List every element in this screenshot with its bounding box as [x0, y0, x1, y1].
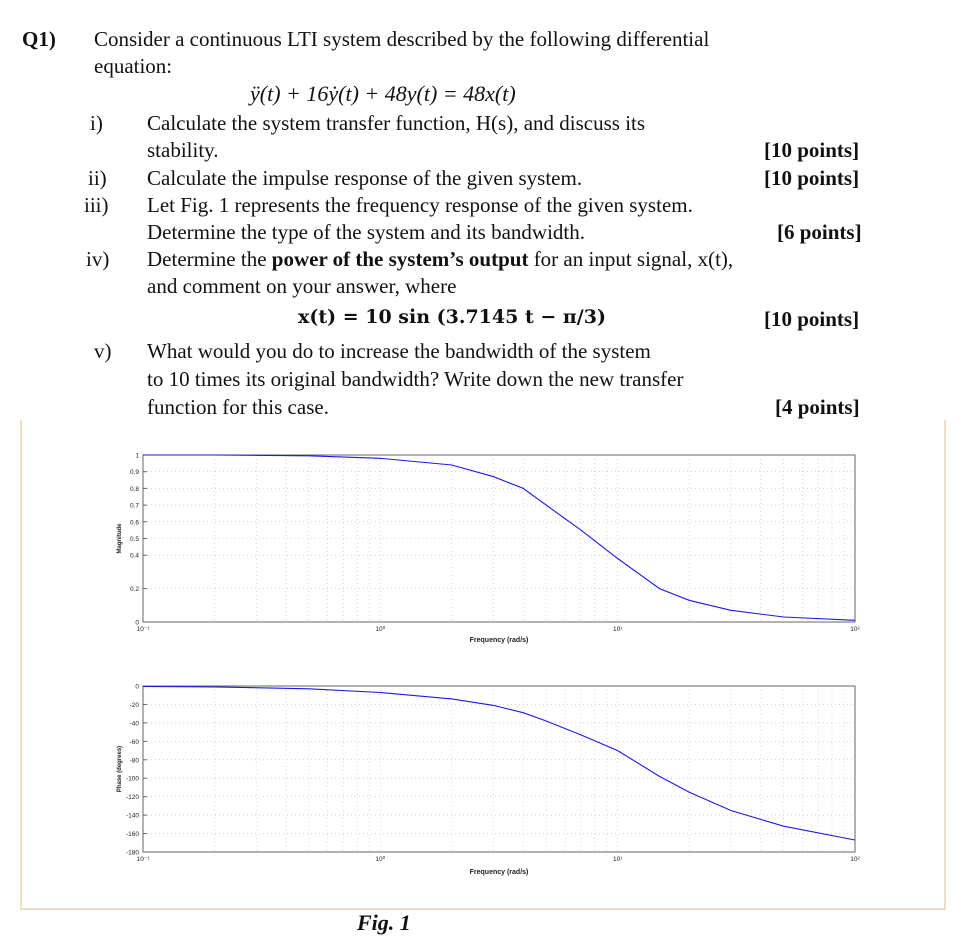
part-iii-line2: Determine the type of the system and its bandwidth.	[147, 220, 585, 244]
x-tick-label: 10¹	[612, 626, 623, 633]
x-tick-label: 10¹	[612, 856, 623, 863]
part-iv-label: iv)	[86, 247, 110, 271]
y-tick-label: -20	[129, 701, 139, 709]
part-ii-label: ii)	[88, 166, 107, 190]
part-v-line3: function for this case.	[147, 395, 329, 419]
part-v-points: [4 points]	[775, 395, 860, 419]
y-tick-label: 0.5	[129, 536, 139, 543]
part-iii-points: [6 points]	[777, 220, 862, 244]
y-tick-label: 0.2	[129, 586, 139, 594]
y-tick-label: -120	[125, 794, 139, 802]
y-tick-label: -180	[125, 849, 139, 857]
part-i-points: [10 points]	[764, 138, 860, 162]
part-ii-line1: Calculate the impulse response of the given system.	[147, 166, 583, 190]
part-iv-points: [10 points]	[764, 307, 860, 331]
y-axis-label: Phase (degrees)	[117, 745, 123, 793]
y-tick-label: -40	[129, 720, 139, 728]
part-i-line2: stability.	[147, 138, 219, 162]
part-i-line1: Calculate the system transfer function, H(s), and discuss its	[147, 111, 646, 135]
x-tick-label: 10⁰	[375, 856, 386, 863]
y-axis-label: Magnitude	[117, 523, 123, 554]
part-ii-points: [10 points]	[764, 166, 860, 190]
y-tick-label: 0.9	[129, 469, 139, 477]
figure-caption: Fig. 1	[357, 910, 411, 935]
y-tick-label: 0.6	[129, 519, 139, 527]
part-v-line1: What would you do to increase the bandwidth of the system	[147, 339, 651, 363]
series-line	[143, 687, 855, 841]
x-axis-label: Frequency (rad/s)	[469, 869, 529, 876]
magnitude-plot	[117, 453, 861, 645]
y-tick-label: -160	[125, 831, 139, 839]
x-tick-label: 10²	[850, 626, 860, 633]
y-tick-label: 1	[135, 452, 139, 460]
part-v-line2: to 10 times its original bandwidth? Write down the new transfer	[147, 367, 684, 391]
y-tick-label: -140	[125, 812, 139, 820]
part-i-label: i)	[90, 111, 103, 135]
part-iv-pre: Determine the	[147, 247, 272, 271]
y-tick-label: 0.7	[129, 502, 139, 510]
part-iv-line2: and comment on your answer, where	[147, 274, 457, 298]
y-tick-label: -80	[129, 757, 139, 765]
y-tick-label: 0	[135, 619, 139, 627]
question-number: Q1)	[22, 27, 56, 51]
y-tick-label: -100	[125, 775, 139, 783]
part-iv-post: for an input signal, x(t),	[528, 247, 734, 271]
differential-equation: ÿ(t) + 16ẏ(t) + 48y(t) = 48x(t)	[250, 81, 516, 106]
question-intro-line2: equation:	[94, 54, 173, 78]
question-intro-line1: Consider a continuous LTI system described by the following differential	[94, 27, 710, 51]
part-iv-bold: power of the system’s output	[271, 247, 529, 271]
x-tick-label: 10⁰	[375, 626, 386, 633]
y-tick-label: 0.8	[129, 485, 139, 493]
x-axis-label: Frequency (rad/s)	[469, 637, 529, 644]
part-iii-label: iii)	[84, 193, 109, 217]
x-tick-label: 10⁻¹	[136, 856, 150, 863]
part-v-label: v)	[94, 339, 112, 363]
input-signal-formula: x(t) = 10 sin (3.7145 t − π/3)	[298, 306, 606, 328]
y-tick-label: 0.4	[129, 552, 139, 560]
series-line	[143, 455, 855, 620]
plot-frame	[143, 686, 855, 852]
x-tick-label: 10²	[850, 856, 860, 863]
y-tick-label: -60	[129, 738, 139, 746]
y-tick-label: 0	[135, 683, 139, 691]
phase-plot	[117, 684, 861, 877]
x-tick-label: 10⁻¹	[136, 626, 150, 633]
part-iii-line1: Let Fig. 1 represents the frequency response of the given system.	[147, 193, 693, 217]
